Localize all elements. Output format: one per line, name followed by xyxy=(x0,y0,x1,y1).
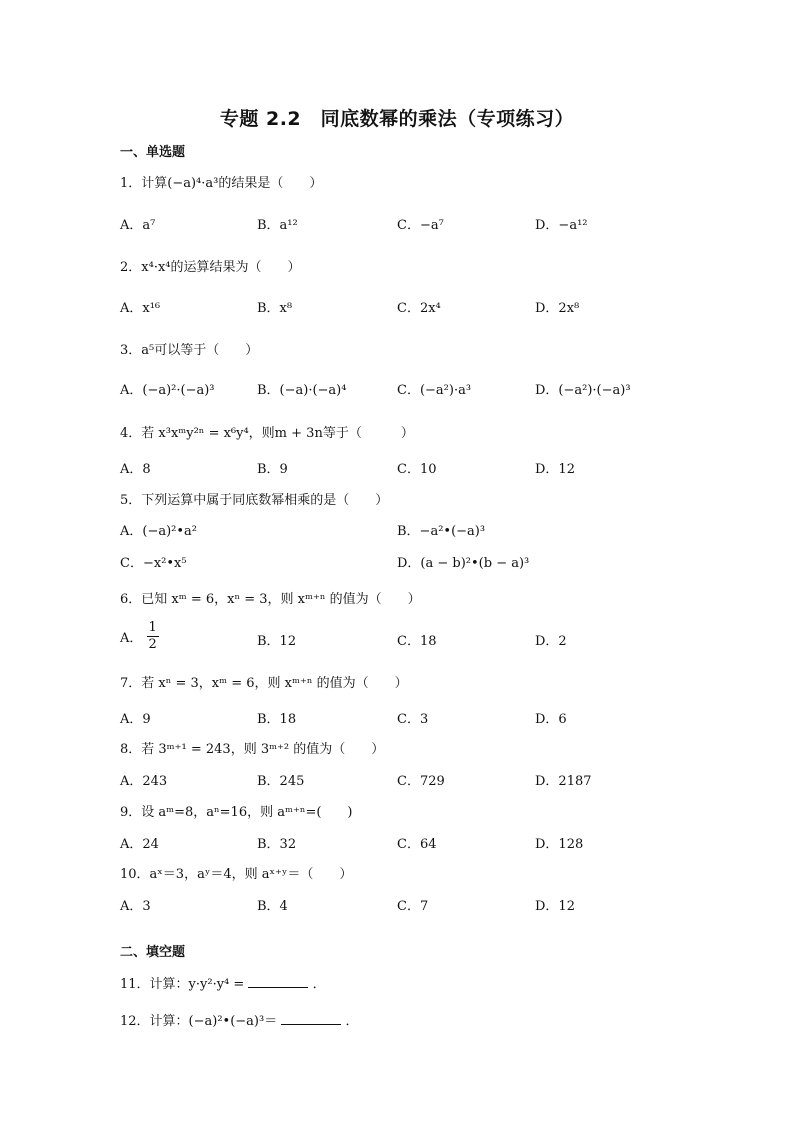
option-b[interactable]: B．4 xyxy=(257,899,288,914)
question-2-options xyxy=(120,297,680,319)
question-12 xyxy=(120,1010,359,1029)
option-d[interactable]: D．128 xyxy=(535,837,584,852)
fraction-numerator: 1 xyxy=(148,620,157,635)
question-3-stem: 3．a⁵可以等于（ ） xyxy=(120,343,259,358)
question-11 xyxy=(120,973,326,992)
question-6-stem: 6．已知 xᵐ = 6，xⁿ = 3，则 xᵐ⁺ⁿ 的值为（ ） xyxy=(120,592,421,607)
question-5-options-row-1 xyxy=(120,520,680,542)
section-heading-single-choice: 一、单选题 xyxy=(120,145,186,160)
option-a[interactable] xyxy=(120,620,159,653)
option-b[interactable]: B．x⁸ xyxy=(257,301,293,316)
option-a[interactable]: A．(−a)²•a² xyxy=(120,524,198,539)
question-11-stem: 11．计算：y·y²·y⁴ = xyxy=(120,977,245,992)
option-d[interactable]: D．12 xyxy=(535,462,575,477)
question-3-options xyxy=(120,379,680,401)
question-11-end: ． xyxy=(312,977,326,992)
option-d[interactable]: D．(a − b)²•(b − a)³ xyxy=(397,556,530,571)
option-b[interactable]: B．245 xyxy=(257,774,305,789)
option-a-prefix: A． xyxy=(120,631,143,646)
option-c[interactable]: C．7 xyxy=(397,899,429,914)
option-b[interactable]: B．−a²•(−a)³ xyxy=(397,524,486,539)
question-12-end: ． xyxy=(345,1014,359,1029)
question-8-options xyxy=(120,770,680,792)
option-d[interactable]: D．6 xyxy=(535,712,567,727)
option-d[interactable]: D．(−a²)·(−a)³ xyxy=(535,383,631,398)
question-5-stem: 5．下列运算中属于同底数幂相乘的是（ ） xyxy=(120,493,389,508)
option-d[interactable]: D．12 xyxy=(535,899,575,914)
option-a[interactable]: A．9 xyxy=(120,712,151,727)
answer-blank[interactable] xyxy=(281,1023,341,1025)
option-d[interactable]: D．2187 xyxy=(535,774,592,789)
option-b[interactable]: B．32 xyxy=(257,837,297,852)
fraction-one-half xyxy=(147,620,159,653)
option-a[interactable]: A．243 xyxy=(120,774,168,789)
option-c[interactable]: C．−a⁷ xyxy=(397,218,444,233)
question-10-stem: 10．aˣ＝3，aʸ＝4，则 aˣ⁺ʸ＝（ ） xyxy=(120,867,353,882)
option-d[interactable]: D．2 xyxy=(535,634,567,649)
option-d[interactable]: D．2x⁸ xyxy=(535,301,580,316)
option-c[interactable]: C．18 xyxy=(397,634,437,649)
option-a[interactable]: A．x¹⁶ xyxy=(120,301,161,316)
answer-blank[interactable] xyxy=(248,986,308,988)
question-10-options xyxy=(120,895,680,917)
question-9-stem: 9．设 aᵐ=8，aⁿ=16，则 aᵐ⁺ⁿ=( ) xyxy=(120,805,353,820)
question-2-stem: 2．x⁴·x⁴的运算结果为（ ） xyxy=(120,260,301,275)
option-c[interactable]: C．10 xyxy=(397,462,437,477)
option-b[interactable]: B．18 xyxy=(257,712,297,727)
option-c[interactable]: C．3 xyxy=(397,712,429,727)
question-6-options xyxy=(120,620,680,656)
question-7-stem: 7．若 xⁿ = 3，xᵐ = 6，则 xᵐ⁺ⁿ 的值为（ ） xyxy=(120,676,408,691)
option-c[interactable]: C．64 xyxy=(397,837,437,852)
option-b[interactable]: B．a¹² xyxy=(257,218,298,233)
option-d[interactable]: D．−a¹² xyxy=(535,218,588,233)
fraction-denominator: 2 xyxy=(148,637,157,652)
question-1-options xyxy=(120,214,680,236)
question-12-stem: 12．计算：(−a)²•(−a)³＝ xyxy=(120,1014,278,1029)
option-c[interactable]: C．−x²•x⁵ xyxy=(120,556,187,571)
option-c[interactable]: C．729 xyxy=(397,774,445,789)
option-a[interactable]: A．24 xyxy=(120,837,159,852)
option-b[interactable]: B．9 xyxy=(257,462,288,477)
question-9-options xyxy=(120,833,680,855)
option-a[interactable]: A．8 xyxy=(120,462,151,477)
option-c[interactable]: C．(−a²)·a³ xyxy=(397,383,472,398)
option-b[interactable]: B．12 xyxy=(257,634,297,649)
option-c[interactable]: C．2x⁴ xyxy=(397,301,441,316)
question-1-stem: 1．计算(−a)⁴·a³的结果是（ ） xyxy=(120,176,323,191)
page-title: 专题 2.2 同底数幂的乘法（专项练习） xyxy=(219,108,575,130)
question-4-stem: 4．若 x³xᵐy²ⁿ = x⁶y⁴，则m + 3n等于（ ） xyxy=(120,426,414,441)
question-8-stem: 8．若 3ᵐ⁺¹ = 243，则 3ᵐ⁺² 的值为（ ） xyxy=(120,742,385,757)
section-heading-fill-in: 二、填空题 xyxy=(120,945,186,960)
question-5-options-row-2 xyxy=(120,552,680,574)
option-b[interactable]: B．(−a)·(−a)⁴ xyxy=(257,383,347,398)
question-4-options xyxy=(120,458,680,480)
option-a[interactable]: A．a⁷ xyxy=(120,218,156,233)
option-a[interactable]: A．(−a)²·(−a)³ xyxy=(120,383,215,398)
question-7-options xyxy=(120,708,680,730)
option-a[interactable]: A．3 xyxy=(120,899,151,914)
